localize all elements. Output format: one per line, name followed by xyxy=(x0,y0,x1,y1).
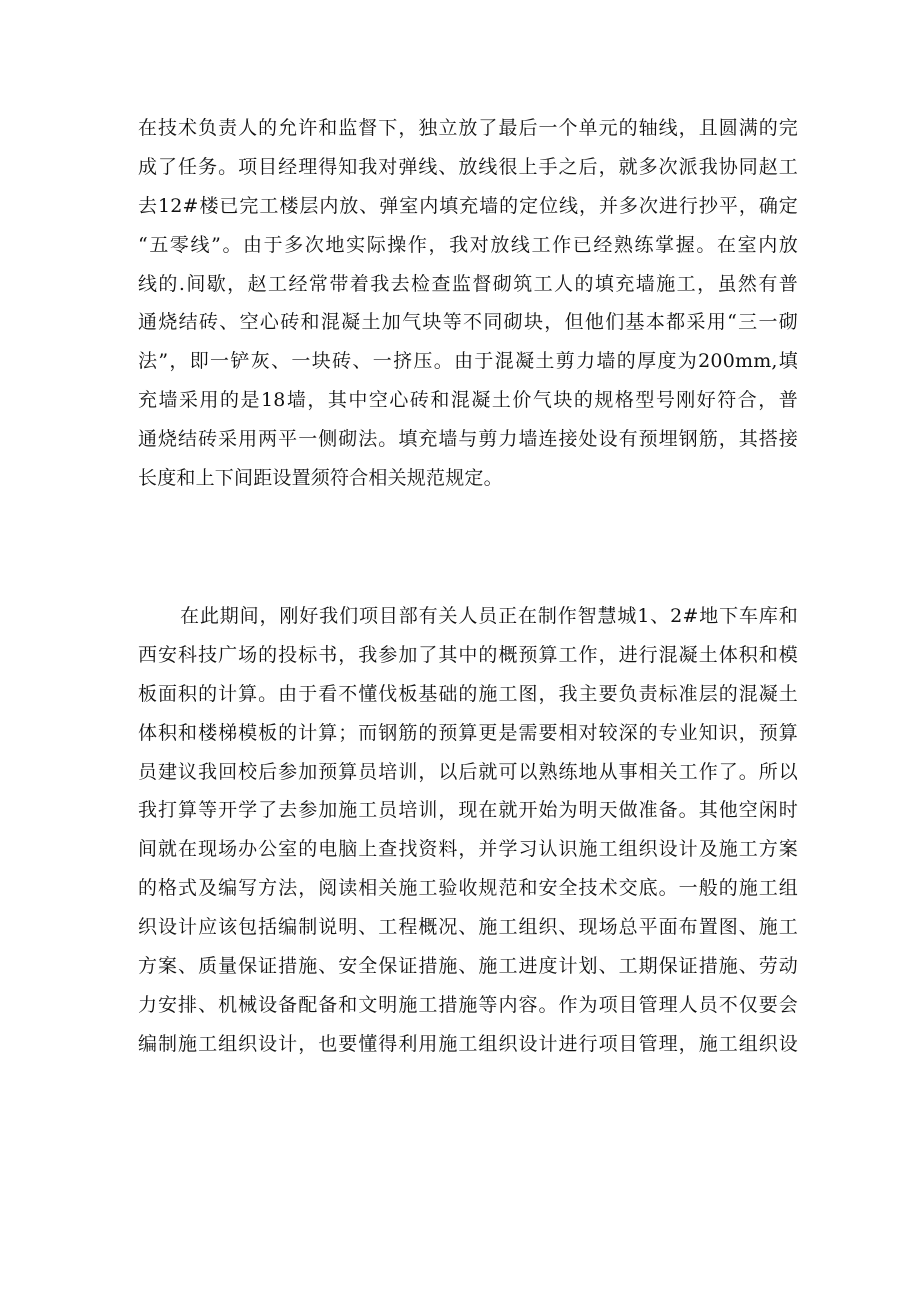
paragraph-1-line: 长度和上下间距设置须符合相关规范规定。 xyxy=(138,467,503,490)
paragraph-2-line: 员建议我回校后参加预算员培训，以后就可以熟练地从事相关工作了。所以 xyxy=(138,760,798,783)
paragraph-1-line: 法”，即一铲灰、一块砖、一挤压。由于混凝土剪力墙的厚度为200mm,填 xyxy=(138,350,798,373)
paragraph-2-line: 织设计应该包括编制说明、工程概况、施工组织、现场总平面布置图、施工 xyxy=(138,916,798,939)
paragraph-1-line: 去12#楼已完工楼层内放、弹室内填充墙的定位线，并多次进行抄平，确定 xyxy=(138,194,798,217)
paragraph-1-line: 线的.间歇，赵工经常带着我去检查监督砌筑工人的填充墙施工，虽然有普 xyxy=(138,272,798,295)
paragraph-2-line: 力安排、机械设备配备和文明施工措施等内容。作为项目管理人员不仅要会 xyxy=(138,993,798,1016)
paragraph-1-line: 充墙采用的是18墙，其中空心砖和混凝土价气块的规格型号刚好符合，普 xyxy=(138,389,798,412)
paragraph-2-line: 的格式及编写方法，阅读相关施工验收规范和安全技术交底。一般的施工组 xyxy=(138,877,798,900)
paragraph-1 xyxy=(138,109,798,498)
paragraph-2-line: 西安科技广场的投标书，我参加了其中的概预算工作，进行混凝土体积和模 xyxy=(138,643,798,666)
paragraph-2 xyxy=(138,597,798,1064)
paragraph-2-line: 方案、质量保证措施、安全保证措施、施工进度计划、工期保证措施、劳动 xyxy=(138,955,798,978)
paragraph-2-line: 我打算等开学了去参加施工员培训，现在就开始为明天做准备。其他空闲时 xyxy=(138,799,798,822)
paragraph-2-line: 体积和楼梯模板的计算；而钢筋的预算更是需要相对较深的专业知识，预算 xyxy=(138,721,798,744)
paragraph-2-line: 编制施工组织设计，也要懂得利用施工组织设计进行项目管理，施工组织设 xyxy=(138,1032,798,1055)
paragraph-1-line: “五零线”。由于多次地实际操作，我对放线工作已经熟练掌握。在室内放 xyxy=(138,233,798,256)
paragraph-2-line: 间就在现场办公室的电脑上查找资料，并学习认识施工组织设计及施工方案 xyxy=(138,838,798,861)
paragraph-1-line: 通烧结砖采用两平一侧砌法。填充墙与剪力墙连接处设有预埋钢筋，其搭接 xyxy=(138,428,798,451)
paragraph-1-line: 在技术负责人的允许和监督下，独立放了最后一个单元的轴线，且圆满的完 xyxy=(138,117,798,139)
paragraph-1-line: 成了任务。项目经理得知我对弹线、放线很上手之后，就多次派我协同赵工 xyxy=(138,155,798,178)
paragraph-1-line: 通烧结砖、空心砖和混凝土加气块等不同砌块，但他们基本都采用“三一砌 xyxy=(138,311,798,334)
paragraph-2-line: 在此期间，刚好我们项目部有关人员正在制作智慧城1、2#地下车库和 xyxy=(180,605,798,627)
paragraph-2-line: 板面积的计算。由于看不懂伐板基础的施工图，我主要负责标准层的混凝土 xyxy=(138,682,798,705)
